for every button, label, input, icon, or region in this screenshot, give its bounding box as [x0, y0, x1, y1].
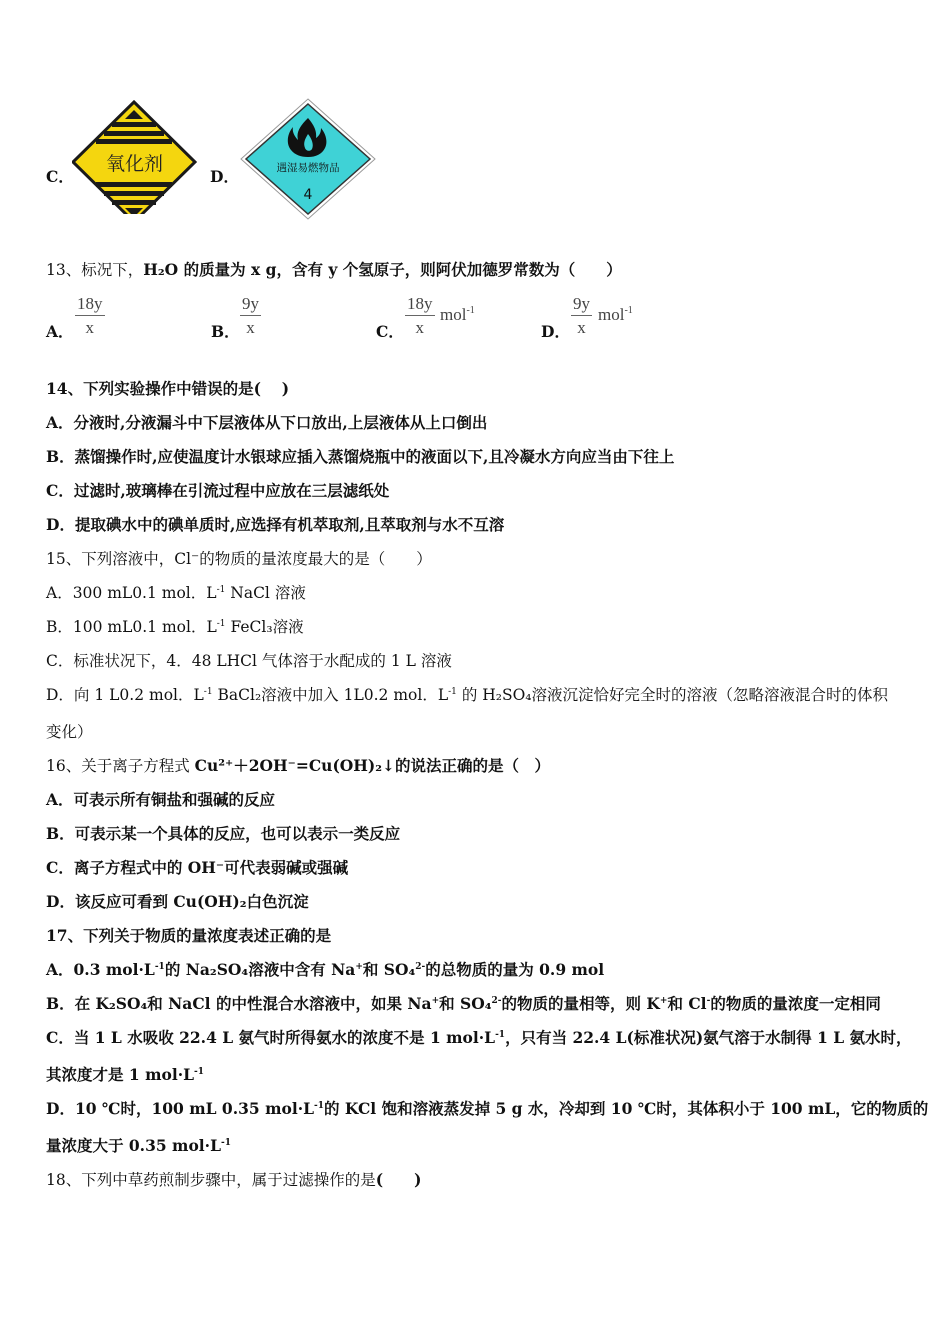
- q15-option-d: D．向 1 L0.2 mol．$L^{-1}$ BaCl₂溶液中加入 1L0.2 mol．$L^{-1}$ 的 H₂SO₄溶液沉淀恰好完全时的溶液（忽略溶液混合时的体积: [46, 686, 889, 704]
- q17-option-a: A．0.3 $mol\cdot L^{-1}$的 Na₂SO₄溶液中含有 Na+和 SO₄$^{2-}$的总物质的量为 0.9 mol: [46, 960, 605, 979]
- q14-option-d: D．提取碘水中的碘单质时,应选择有机萃取剂,且萃取剂与水不互溶: [46, 515, 505, 534]
- q15-option-a: A．300 mL0.1 mol．$L^{-1}$ NaCl 溶液: [46, 584, 306, 602]
- q15-option-c: C．标准状况下，4．48 LHCl 气体溶于水配成的 1 L 溶液: [46, 652, 452, 670]
- q14-option-a: A．分液时,分液漏斗中下层液体从下口放出,上层液体从上口倒出: [46, 413, 488, 432]
- q16-option-c: C．离子方程式中的 OH⁻可代表弱碱或强碱: [46, 858, 349, 877]
- q13-option-d-fraction: $\frac{9y}{x}$: [573, 294, 590, 337]
- q13-option-d-label: D．: [541, 322, 570, 341]
- q13-stem: 13、标况下，H₂O 的质量为 x g，含有 y 个氢原子，则阿伏加德罗常数为（ ）: [46, 260, 622, 279]
- q17-option-b: B．在 K₂SO₄和 NaCl 的中性混合水溶液中，如果 Na+和 SO₄$^{2-}$的物质的量相等，则 K+和 Cl-的物质的量浓度一定相同: [46, 994, 881, 1013]
- q17-option-c: C．当 1 L 水吸收 22.4 L 氨气时所得氨水的浓度不是 1 $mol\cdot L^{-1}$，只有当 22.4 L(标准状况)氨气溶于水制得 1 L 氨水时，: [46, 1028, 912, 1047]
- q13-option-c-label: C．: [376, 322, 404, 341]
- q18-stem: 18、下列中草药煎制步骤中，属于过滤操作的是( ): [46, 1170, 422, 1189]
- q13-option-d-unit: mol$^{-1}$: [598, 305, 633, 324]
- q17-stem: 17、下列关于物质的量浓度表述正确的是: [46, 926, 332, 945]
- q13-option-b-fraction: $\frac{9y}{x}$: [242, 294, 259, 337]
- water-reactive-sign-number: 4: [303, 187, 313, 203]
- q16-stem: 16、关于离子方程式 Cu²⁺＋2OH⁻=Cu(OH)₂↓的说法正确的是（ ）: [46, 756, 551, 775]
- q17-option-d: D．10 ℃时，100 mL 0.35 $mol\cdot L^{-1}$的 KCl 饱和溶液蒸发掉 5 g 水，冷却到 10 ℃时，其体积小于 100 mL，它的物质的: [46, 1099, 929, 1118]
- q13-option-b-label: B．: [211, 322, 240, 341]
- q16-option-b: B．可表示某一个具体的反应，也可以表示一类反应: [46, 824, 401, 843]
- q12-option-d-label: D．: [210, 167, 239, 186]
- q17-option-d-continued: 量浓度大于 0.35 $mol\cdot L^{-1}$: [46, 1136, 231, 1155]
- oxidizer-sign-text: 氧化剂: [105, 153, 163, 175]
- oxidizer-sign-icon: [72, 100, 197, 216]
- q13-option-a-label: A．: [46, 322, 74, 341]
- q14-option-b: B．蒸馏操作时,应使温度计水银球应插入蒸馏烧瓶中的液面以下,且冷凝水方向应当由下往上: [46, 447, 675, 466]
- q15-option-b: B．100 mL0.1 mol．$L^{-1}$ FeCl₃溶液: [46, 618, 304, 636]
- water-reactive-sign-icon: [240, 98, 376, 220]
- q16-option-d: D．该反应可看到 Cu(OH)₂白色沉淀: [46, 892, 309, 911]
- q15-stem: 15、下列溶液中，Cl⁻的物质的量浓度最大的是（ ）: [46, 550, 432, 568]
- q13-option-c-unit: mol$^{-1}$: [440, 305, 475, 324]
- q12-option-c-label: C．: [46, 167, 74, 186]
- water-reactive-sign-text: 遇湿易燃物品: [276, 162, 340, 174]
- q16-option-a: A．可表示所有铜盐和强碱的反应: [46, 790, 276, 809]
- q14-option-c: C．过滤时,玻璃棒在引流过程中应放在三层滤纸处: [46, 481, 390, 500]
- q17-option-c-continued: 其浓度才是 1 $mol\cdot L^{-1}$: [46, 1065, 204, 1084]
- q13-option-c-fraction: $\frac{18y}{x}$: [407, 294, 433, 337]
- q15-option-d-continued: 变化）: [46, 723, 93, 741]
- q14-stem: 14、下列实验操作中错误的是( ): [46, 379, 290, 398]
- q13-option-a-fraction: $\frac{18y}{x}$: [77, 294, 103, 337]
